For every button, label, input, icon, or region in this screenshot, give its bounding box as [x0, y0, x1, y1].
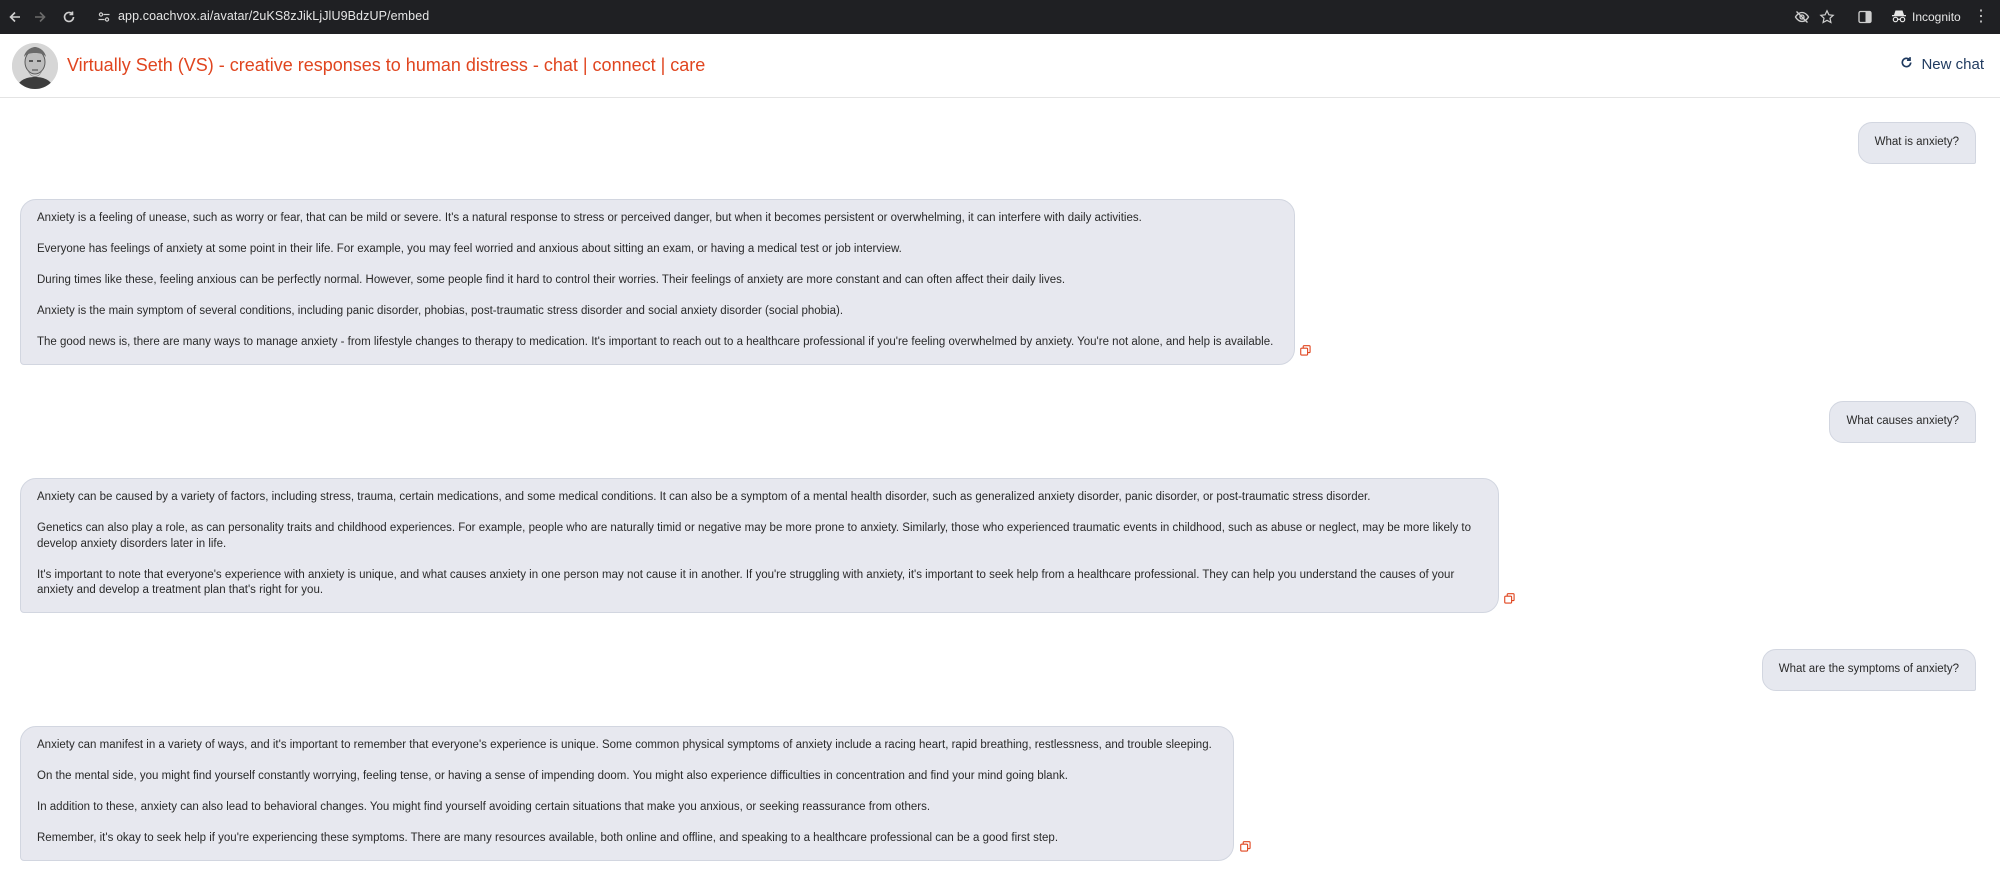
- browser-toolbar: [0, 0, 2000, 34]
- eye-off-icon[interactable]: [1792, 7, 1812, 27]
- assistant-message: [20, 478, 1499, 613]
- message-paragraph: Anxiety is the main symptom of several conditions, including panic disorder, phobias, post-traumatic stress disorder and social anxiety disorder (social phobia).: [37, 305, 844, 317]
- user-message-text: What is anxiety?: [1874, 136, 1959, 148]
- message-paragraph: Anxiety can manifest in a variety of ways, and it's important to remember that everyone's experience is unique. Some common physical symptoms of anxiety include a racing heart, rapid breathing, restlessness, and trouble sleeping.: [37, 739, 1212, 751]
- message-paragraph: The good news is, there are many ways to manage anxiety - from lifestyle changes to therapy to medication. It's important to reach out to a healthcare professional if you're feeling overwhelmed by anxiety. You're not alone, and help is available.: [37, 336, 1274, 348]
- reload-icon[interactable]: [58, 6, 80, 28]
- message-paragraph: Everyone has feelings of anxiety at some point in their life. For example, you may feel worried and anxious about sitting an exam, or having a medical test or job interview.: [37, 243, 902, 255]
- site-info-icon[interactable]: [95, 8, 113, 26]
- assistant-message: [20, 199, 1295, 365]
- message-paragraph: It's important to note that everyone's experience with anxiety is unique, and what causes anxiety in one person may not cause it in another. If you're struggling with anxiety, it's important to seek help from a healthcare professional. They can help you understand the causes of your anxiety and develop a treatment plan that's right for you.: [37, 568, 1455, 596]
- more-vert-icon[interactable]: ⋮: [1973, 8, 1989, 25]
- new-chat-label: New chat: [1921, 56, 1984, 73]
- user-message-text: What are the symptoms of anxiety?: [1778, 663, 1959, 675]
- incognito-icon: [1891, 9, 1907, 26]
- address-bar[interactable]: app.coachvox.ai/avatar/2uKS8zJikLjJlU9BdzUP/embed: [118, 9, 430, 23]
- message-paragraph: On the mental side, you might find yourself constantly worrying, feeling tense, or having a sense of impending doom. You might also experience difficulties in concentration and find your mind going blank.: [37, 770, 1068, 782]
- back-arrow-icon[interactable]: [4, 6, 26, 28]
- user-message: [1762, 649, 1976, 691]
- copy-icon[interactable]: [1504, 591, 1516, 603]
- message-paragraph: Anxiety can be caused by a variety of factors, including stress, trauma, certain medications, and some medical conditions. It can also be a symptom of a mental health disorder, such as generalized anxiety disorder, panic disorder, or post-traumatic stress disorder.: [37, 491, 1371, 503]
- star-icon[interactable]: [1817, 7, 1837, 27]
- copy-icon[interactable]: [1300, 343, 1312, 355]
- user-message: [1829, 401, 1976, 443]
- message-paragraph: Remember, it's okay to seek help if you're experiencing these symptoms. There are many resources available, both online and offline, and speaking to a healthcare professional can be a good first step.: [37, 832, 1059, 844]
- message-paragraph: In addition to these, anxiety can also lead to behavioral changes. You might find yourself avoiding certain situations that make you anxious, or seeking reassurance from others.: [37, 801, 931, 813]
- copy-icon[interactable]: [1240, 839, 1252, 851]
- forward-arrow-icon[interactable]: [29, 6, 51, 28]
- assistant-message: [20, 726, 1234, 861]
- message-paragraph: Anxiety is a feeling of unease, such as worry or fear, that can be mild or severe. It's a natural response to stress or perceived danger, but when it becomes persistent or overwhelming, it can interfere with daily activities.: [37, 212, 1142, 224]
- incognito-indicator[interactable]: [1891, 6, 1961, 28]
- new-chat-button[interactable]: [1900, 56, 1984, 73]
- user-message-text: What causes anxiety?: [1846, 415, 1959, 427]
- incognito-label: Incognito: [1912, 10, 1961, 24]
- chat-transcript: [0, 99, 2000, 881]
- app-header: [0, 34, 2000, 98]
- refresh-icon: [1900, 56, 1913, 73]
- message-paragraph: Genetics can also play a role, as can personality traits and childhood experiences. For example, people who are naturally timid or negative may be more prone to anxiety. Similarly, those who experienced traumatic events in childhood, such as abuse or neglect, may be more likely to develop anxiety disorders later in life.: [37, 522, 1471, 550]
- sidebar-icon[interactable]: [1855, 7, 1875, 27]
- avatar: [12, 43, 58, 89]
- message-paragraph: During times like these, feeling anxious can be perfectly normal. However, some people find it hard to control their worries. Their feelings of anxiety are more constant and can often affect their daily lives.: [37, 274, 1066, 286]
- page-title: Virtually Seth (VS) - creative responses to human distress - chat | connect | care: [67, 55, 706, 75]
- user-message: [1858, 122, 1976, 164]
